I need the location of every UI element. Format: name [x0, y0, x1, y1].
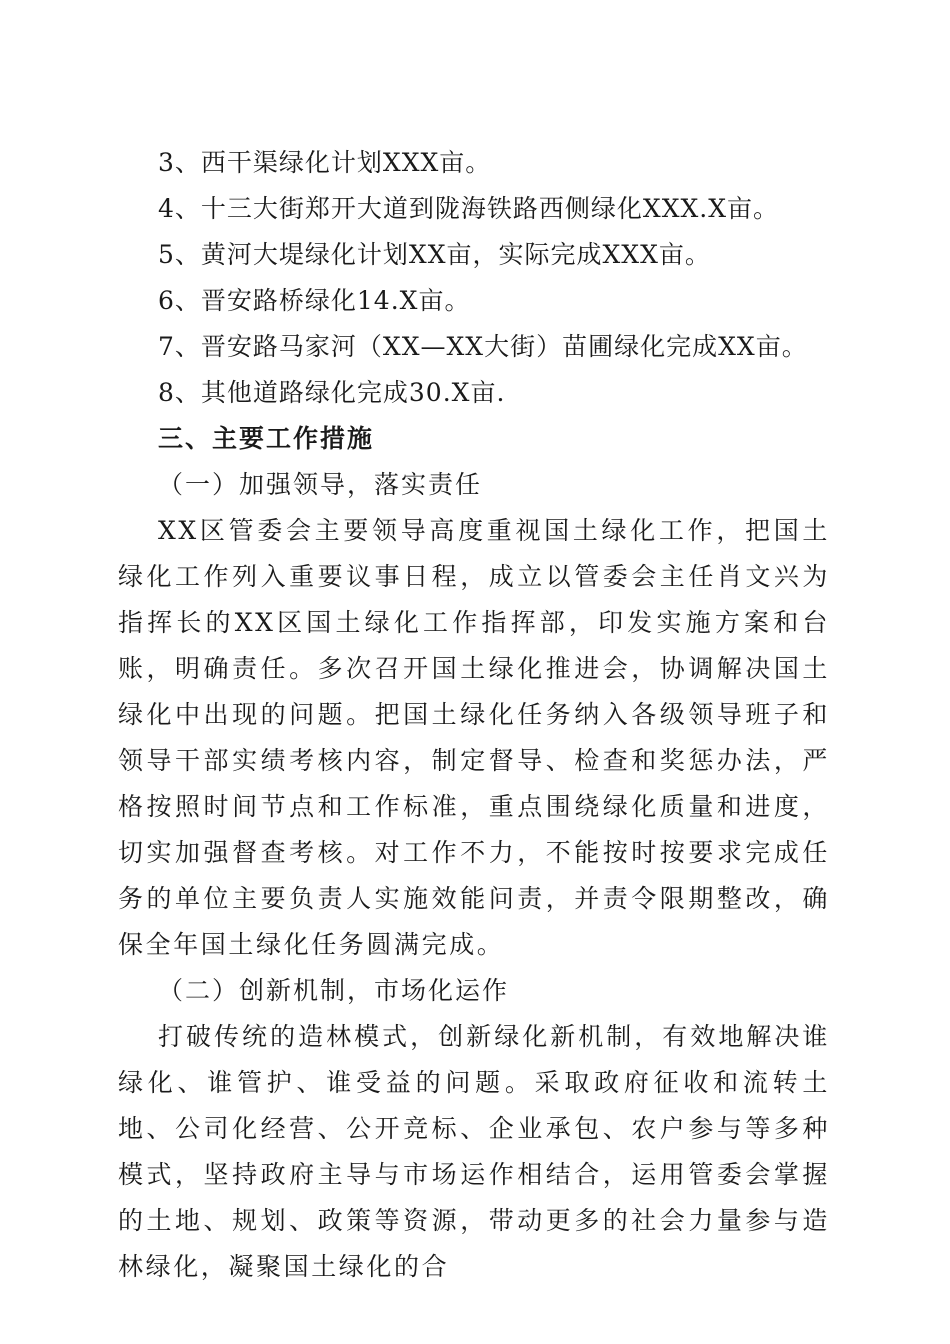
section-heading: 三、主要工作措施 [158, 424, 375, 453]
list-item: 8、其他道路绿化完成30.X亩. [158, 378, 506, 407]
list-item: 5、黄河大堤绿化计划XX亩，实际完成XXX亩。 [158, 240, 711, 269]
subsection-heading-2: （二）创新机制，市场化运作 [158, 976, 510, 1005]
subsection-2-body: 打破传统的造林模式，创新绿化新机制，有效地解决谁绿化、谁管护、谁受益的问题。采取政府征收和流转土地、公司化经营、公开竞标、企业承包、农户参与等多种模式，坚持政府主导与市场运作相结合，运用管委会掌握的土地、规划、政策等资源，带动更多的社会力量参与造林绿化，凝聚国土绿化的合 [118, 1022, 830, 1281]
list-item: 6、晋安路桥绿化14.X亩。 [158, 286, 471, 315]
list-item: 7、晋安路马家河（XX—XX大街）苗圃绿化完成XX亩。 [158, 332, 808, 361]
subsection-1-body: XX区管委会主要领导高度重视国土绿化工作，把国土绿化工作列入重要议事日程，成立以管委会主任肖文兴为指挥长的XX区国土绿化工作指挥部，印发实施方案和台账，明确责任。多次召开国土绿化推进会，协调解决国土绿化中出现的问题。把国土绿化任务纳入各级领导班子和领导干部实绩考核内容，制定督导、检查和奖惩办法，严格按照时间节点和工作标准，重点围绕绿化质量和进度，切实加强督查考核。对工作不力，不能按时按要求完成任务的单位主要负责人实施效能问责，并责令限期整改，确保全年国土绿化任务圆满完成。 [118, 516, 830, 959]
list-item: 4、十三大街郑开大道到陇海铁路西侧绿化XXX.X亩。 [158, 194, 780, 223]
document-content [118, 140, 830, 1290]
subsection-heading-1: （一）加强领导，落实责任 [158, 470, 483, 499]
list-item: 3、西干渠绿化计划XXX亩。 [158, 148, 492, 177]
